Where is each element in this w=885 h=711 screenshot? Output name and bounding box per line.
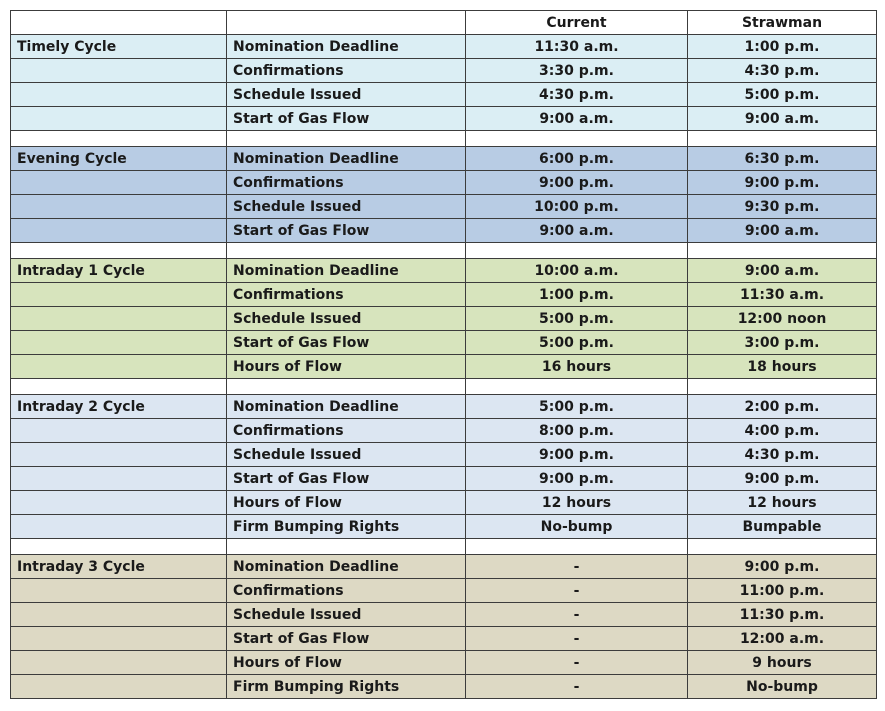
strawman-cell: 4:00 p.m.: [688, 419, 877, 443]
spacer-cell: [466, 131, 688, 147]
table-row: [11, 83, 877, 107]
spacer-cell: [227, 539, 466, 555]
table-row: [11, 419, 877, 443]
table-row: [11, 355, 877, 379]
current-cell: 4:30 p.m.: [466, 83, 688, 107]
item-cell: Hours of Flow: [227, 651, 466, 675]
cycle-name-cell: [11, 491, 227, 515]
spacer-cell: [227, 379, 466, 395]
strawman-cell: 4:30 p.m.: [688, 443, 877, 467]
spacer-row: [11, 539, 877, 555]
table-row: [11, 443, 877, 467]
item-cell: Nomination Deadline: [227, 147, 466, 171]
cycle-name-cell: [11, 83, 227, 107]
item-cell: Schedule Issued: [227, 83, 466, 107]
strawman-cell: 1:00 p.m.: [688, 35, 877, 59]
current-cell: 6:00 p.m.: [466, 147, 688, 171]
table-row: [11, 515, 877, 539]
current-cell: 8:00 p.m.: [466, 419, 688, 443]
strawman-cell: 9:00 a.m.: [688, 219, 877, 243]
spacer-cell: [11, 539, 227, 555]
spacer-cell: [466, 243, 688, 259]
table-row: [11, 107, 877, 131]
current-cell: 1:00 p.m.: [466, 283, 688, 307]
cycle-name-cell: [11, 651, 227, 675]
strawman-cell: 11:30 p.m.: [688, 603, 877, 627]
header-cycle: [11, 11, 227, 35]
spacer-cell: [11, 243, 227, 259]
item-cell: Schedule Issued: [227, 307, 466, 331]
spacer-cell: [11, 379, 227, 395]
spacer-row: [11, 131, 877, 147]
spacer-cell: [688, 379, 877, 395]
cycle-name-cell: [11, 443, 227, 467]
table-row: [11, 147, 877, 171]
spacer-cell: [688, 131, 877, 147]
item-cell: Nomination Deadline: [227, 259, 466, 283]
table-row: [11, 627, 877, 651]
item-cell: Firm Bumping Rights: [227, 675, 466, 699]
spacer-cell: [688, 243, 877, 259]
spacer-cell: [466, 379, 688, 395]
nomination-cycle-table: [10, 10, 877, 699]
spacer-cell: [466, 539, 688, 555]
cycle-name-cell: Timely Cycle: [11, 35, 227, 59]
cycle-name-cell: Intraday 2 Cycle: [11, 395, 227, 419]
item-cell: Schedule Issued: [227, 603, 466, 627]
strawman-cell: 12 hours: [688, 491, 877, 515]
item-cell: Confirmations: [227, 283, 466, 307]
cycle-name-cell: [11, 675, 227, 699]
item-cell: Nomination Deadline: [227, 395, 466, 419]
cycle-name-cell: [11, 419, 227, 443]
cycle-name-cell: [11, 579, 227, 603]
item-cell: Start of Gas Flow: [227, 107, 466, 131]
current-cell: 9:00 a.m.: [466, 107, 688, 131]
header-strawman: Strawman: [688, 11, 877, 35]
current-cell: 9:00 a.m.: [466, 219, 688, 243]
current-cell: 9:00 p.m.: [466, 467, 688, 491]
header-row: [11, 11, 877, 35]
strawman-cell: 9:30 p.m.: [688, 195, 877, 219]
current-cell: 10:00 a.m.: [466, 259, 688, 283]
table-row: [11, 651, 877, 675]
table-row: [11, 555, 877, 579]
strawman-cell: Bumpable: [688, 515, 877, 539]
spacer-cell: [688, 539, 877, 555]
current-cell: 5:00 p.m.: [466, 331, 688, 355]
strawman-cell: 12:00 a.m.: [688, 627, 877, 651]
cycle-name-cell: [11, 355, 227, 379]
cycle-name-cell: Intraday 1 Cycle: [11, 259, 227, 283]
item-cell: Hours of Flow: [227, 355, 466, 379]
item-cell: Nomination Deadline: [227, 35, 466, 59]
cycle-name-cell: [11, 283, 227, 307]
item-cell: Confirmations: [227, 59, 466, 83]
cycle-name-cell: [11, 627, 227, 651]
strawman-cell: 9:00 a.m.: [688, 259, 877, 283]
table-row: [11, 675, 877, 699]
strawman-cell: 5:00 p.m.: [688, 83, 877, 107]
strawman-cell: 18 hours: [688, 355, 877, 379]
strawman-cell: 2:00 p.m.: [688, 395, 877, 419]
current-cell: -: [466, 603, 688, 627]
strawman-cell: No-bump: [688, 675, 877, 699]
current-cell: -: [466, 675, 688, 699]
table-row: [11, 35, 877, 59]
cycle-name-cell: Intraday 3 Cycle: [11, 555, 227, 579]
strawman-cell: 11:30 a.m.: [688, 283, 877, 307]
cycle-name-cell: [11, 59, 227, 83]
current-cell: 5:00 p.m.: [466, 307, 688, 331]
strawman-cell: 9:00 p.m.: [688, 467, 877, 491]
item-cell: Schedule Issued: [227, 195, 466, 219]
current-cell: -: [466, 651, 688, 675]
table-row: [11, 579, 877, 603]
strawman-cell: 9:00 a.m.: [688, 107, 877, 131]
table-row: [11, 283, 877, 307]
spacer-row: [11, 379, 877, 395]
strawman-cell: 12:00 noon: [688, 307, 877, 331]
current-cell: 10:00 p.m.: [466, 195, 688, 219]
item-cell: Firm Bumping Rights: [227, 515, 466, 539]
current-cell: -: [466, 579, 688, 603]
strawman-cell: 6:30 p.m.: [688, 147, 877, 171]
current-cell: -: [466, 555, 688, 579]
cycle-name-cell: [11, 515, 227, 539]
cycle-name-cell: [11, 307, 227, 331]
current-cell: 9:00 p.m.: [466, 171, 688, 195]
table-row: [11, 59, 877, 83]
item-cell: Start of Gas Flow: [227, 627, 466, 651]
current-cell: 5:00 p.m.: [466, 395, 688, 419]
cycle-name-cell: [11, 603, 227, 627]
current-cell: 9:00 p.m.: [466, 443, 688, 467]
item-cell: Confirmations: [227, 171, 466, 195]
table-row: [11, 603, 877, 627]
cycle-name-cell: [11, 171, 227, 195]
table-row: [11, 491, 877, 515]
item-cell: Start of Gas Flow: [227, 467, 466, 491]
strawman-cell: 9 hours: [688, 651, 877, 675]
item-cell: Start of Gas Flow: [227, 331, 466, 355]
table-body: [11, 35, 877, 699]
spacer-cell: [227, 131, 466, 147]
cycle-name-cell: Evening Cycle: [11, 147, 227, 171]
cycle-name-cell: [11, 107, 227, 131]
strawman-cell: 3:00 p.m.: [688, 331, 877, 355]
cycle-name-cell: [11, 195, 227, 219]
table-row: [11, 195, 877, 219]
item-cell: Confirmations: [227, 419, 466, 443]
table-row: [11, 331, 877, 355]
strawman-cell: 11:00 p.m.: [688, 579, 877, 603]
header-current: Current: [466, 11, 688, 35]
spacer-cell: [11, 131, 227, 147]
current-cell: -: [466, 627, 688, 651]
item-cell: Schedule Issued: [227, 443, 466, 467]
item-cell: Hours of Flow: [227, 491, 466, 515]
cycle-name-cell: [11, 219, 227, 243]
cycle-name-cell: [11, 331, 227, 355]
table-row: [11, 219, 877, 243]
item-cell: Start of Gas Flow: [227, 219, 466, 243]
current-cell: 16 hours: [466, 355, 688, 379]
header-item: [227, 11, 466, 35]
current-cell: No-bump: [466, 515, 688, 539]
strawman-cell: 4:30 p.m.: [688, 59, 877, 83]
spacer-row: [11, 243, 877, 259]
current-cell: 12 hours: [466, 491, 688, 515]
table-row: [11, 395, 877, 419]
table-row: [11, 259, 877, 283]
current-cell: 11:30 a.m.: [466, 35, 688, 59]
strawman-cell: 9:00 p.m.: [688, 171, 877, 195]
item-cell: Confirmations: [227, 579, 466, 603]
table-row: [11, 307, 877, 331]
strawman-cell: 9:00 p.m.: [688, 555, 877, 579]
table-row: [11, 171, 877, 195]
cycle-name-cell: [11, 467, 227, 491]
item-cell: Nomination Deadline: [227, 555, 466, 579]
table-row: [11, 467, 877, 491]
spacer-cell: [227, 243, 466, 259]
current-cell: 3:30 p.m.: [466, 59, 688, 83]
